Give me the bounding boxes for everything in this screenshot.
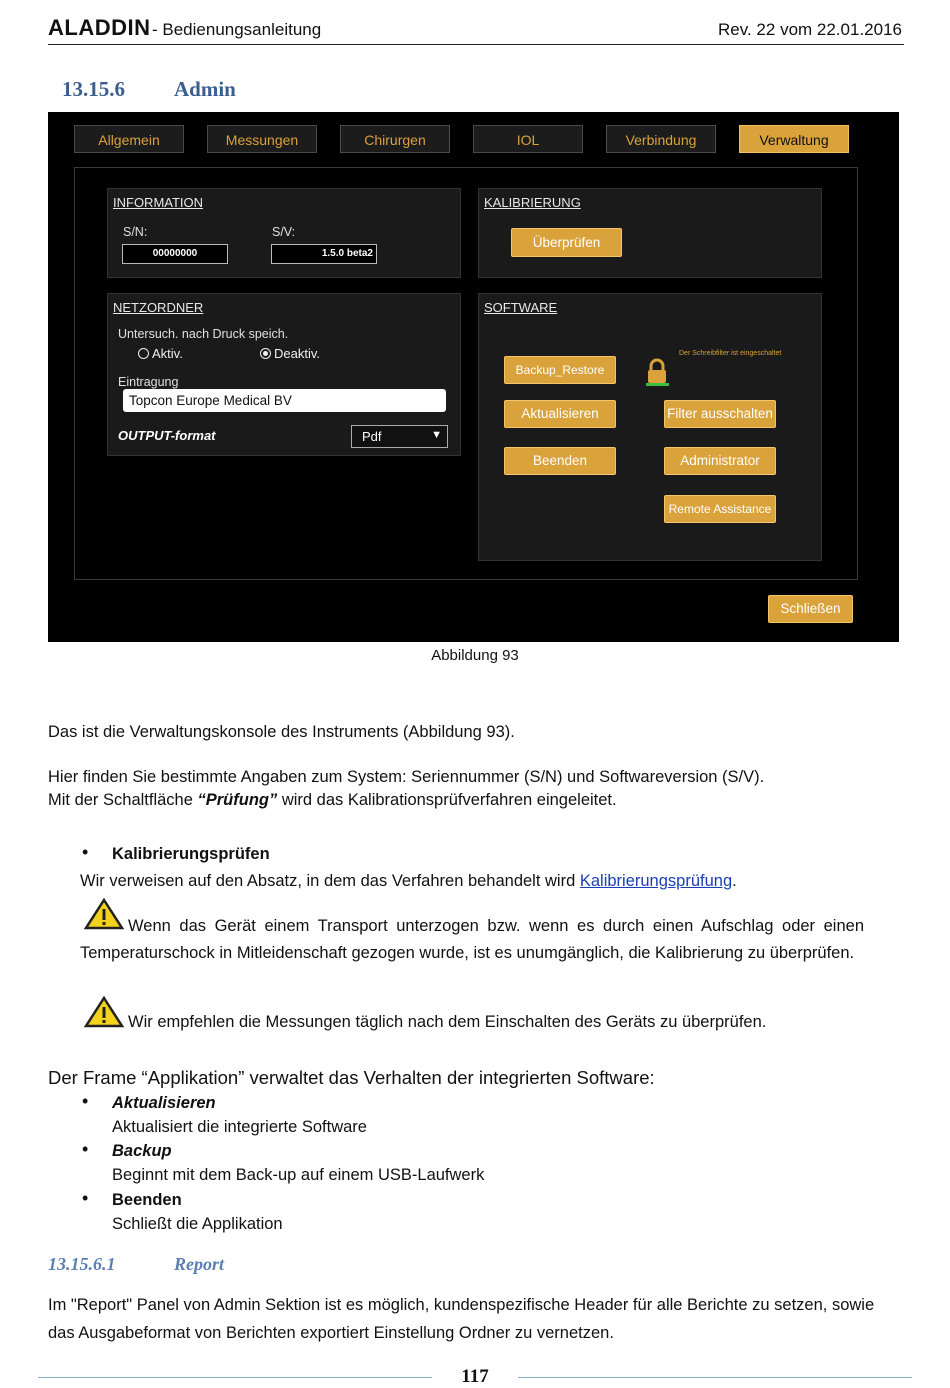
admin-panel <box>74 167 858 580</box>
subsection-title: Report <box>174 1254 225 1274</box>
paragraph-intro: Das ist die Verwaltungskonsole des Instruments (Abbildung 93). <box>48 723 515 741</box>
dropdown-arrow-icon: ▼ <box>431 429 442 441</box>
write-filter-status: Der Schreibfilter ist eingeschaltet <box>679 350 782 357</box>
software-group <box>478 293 822 561</box>
tab-allgemein[interactable]: Allgemein <box>74 125 184 153</box>
entry-label: Eintragung <box>118 375 179 389</box>
output-format-label: OUTPUT-format <box>118 428 216 443</box>
tab-verbindung[interactable]: Verbindung <box>606 125 716 153</box>
remote-assistance-button[interactable]: Remote Assistance <box>664 495 776 523</box>
sn-label: S/N: <box>123 225 148 239</box>
paragraph-check-button <box>48 789 908 812</box>
bullet-icon: • <box>82 1139 89 1159</box>
bullet-icon: • <box>82 842 89 862</box>
tab-messungen[interactable]: Messungen <box>207 125 317 153</box>
netzordner-title: NETZORDNER <box>113 300 204 315</box>
emphasis-pruefung: “Prüfung” <box>197 791 278 809</box>
text-fragment: wird das Kalibrationsprüfverfahren eingeleitet. <box>277 791 617 809</box>
subsection-number: 13.15.6.1 <box>48 1254 116 1274</box>
bullet-calibration-text <box>80 870 737 893</box>
kalibrierung-group <box>478 188 822 278</box>
footer-line-right <box>518 1377 912 1378</box>
information-group <box>107 188 461 278</box>
radio-aktiv[interactable] <box>138 346 183 361</box>
warning-transport-text: Wenn das Gerät einem Transport unterzogen bzw. wenn es durch einen Aufschlag oder einen Temperaturschock in Mitleidenschaft gezogen wurde, ist es unumgänglich, die Kalibrierung zu überprüfen. <box>80 917 864 962</box>
report-paragraph: Im "Report" Panel von Admin Sektion ist es möglich, kundenspezifische Header für alle Berichte zu setzen, sowie das Ausgabeformat von Berichten exportiert Einstellung Ordner zu vernetzen. <box>48 1296 875 1342</box>
close-button[interactable]: Schließen <box>768 595 853 623</box>
header-divider <box>48 44 904 45</box>
frame-intro: Der Frame “Applikation” verwaltet das Verhalten der integrierten Software: <box>48 1067 655 1088</box>
information-title: INFORMATION <box>113 195 204 210</box>
text-fragment: . <box>732 872 737 890</box>
tab-verwaltung[interactable]: Verwaltung <box>739 125 849 153</box>
admin-screenshot <box>48 112 899 642</box>
radio-deaktiv[interactable] <box>260 346 320 361</box>
paragraph-system-info: Hier finden Sie bestimmte Angaben zum System: Seriennummer (S/N) und Softwareversion (S/V). <box>48 768 765 786</box>
save-after-print-label: Untersuch. nach Druck speich. <box>118 327 289 341</box>
tab-iol[interactable]: IOL <box>473 125 583 153</box>
quit-button[interactable]: Beenden <box>504 447 616 475</box>
kalibrierung-title: KALIBRIERUNG <box>484 195 581 210</box>
bullet-calibration-title: Kalibrierungsprüfen <box>112 845 270 863</box>
radio-deaktiv-label: Deaktiv. <box>274 346 320 361</box>
item-title: Backup <box>112 1142 172 1160</box>
software-title: SOFTWARE <box>484 300 558 315</box>
update-button[interactable]: Aktualisieren <box>504 400 616 428</box>
radio-off-icon <box>138 348 149 359</box>
calibration-link[interactable]: Kalibrierungsprüfung <box>579 872 733 890</box>
item-text: Schließt die Applikation <box>112 1215 283 1233</box>
output-format-select[interactable] <box>351 425 448 448</box>
header-subtitle: - Bedienungsanleitung <box>152 20 322 39</box>
footer-line-left <box>38 1377 432 1378</box>
warning-daily-text: Wir empfehlen die Messungen täglich nach dem Einschalten des Geräts zu überprüfen. <box>128 1013 767 1031</box>
bullet-icon: • <box>82 1091 89 1111</box>
item-text: Aktualisiert die integrierte Software <box>112 1118 367 1136</box>
text-fragment: Wir verweisen auf den Absatz, in dem das Verfahren behandelt wird <box>80 872 580 890</box>
check-calibration-button[interactable]: Überprüfen <box>511 228 622 257</box>
lock-icon <box>645 358 669 386</box>
brand-title: ALADDIN <box>48 15 151 40</box>
warning-icon <box>84 996 124 1028</box>
backup-restore-button[interactable]: Backup_Restore <box>504 356 616 384</box>
entry-input[interactable]: Topcon Europe Medical BV <box>123 389 446 412</box>
section-title: Admin <box>174 77 236 101</box>
header-revision: Rev. 22 vom 22.01.2016 <box>718 20 902 39</box>
sn-field: 00000000 <box>122 244 228 264</box>
radio-aktiv-label: Aktiv. <box>152 346 183 361</box>
text-fragment: Mit der Schaltfläche <box>48 791 198 809</box>
item-title: Aktualisieren <box>112 1094 216 1112</box>
netzordner-group <box>107 293 461 456</box>
section-number: 13.15.6 <box>62 77 125 101</box>
administrator-button[interactable]: Administrator <box>664 447 776 475</box>
item-text: Beginnt mit dem Back-up auf einem USB-Laufwerk <box>112 1166 485 1184</box>
page-number: 117 <box>461 1366 489 1387</box>
figure-caption: Abbildung 93 <box>431 647 519 664</box>
sv-field: 1.5.0 beta2 <box>271 244 377 264</box>
item-title: Beenden <box>112 1191 182 1209</box>
radio-on-icon <box>260 348 271 359</box>
sv-label: S/V: <box>272 225 296 239</box>
filter-off-button[interactable]: Filter ausschalten <box>664 400 776 428</box>
bullet-icon: • <box>82 1188 89 1208</box>
output-format-value: Pdf <box>362 429 382 444</box>
tab-chirurgen[interactable]: Chirurgen <box>340 125 450 153</box>
